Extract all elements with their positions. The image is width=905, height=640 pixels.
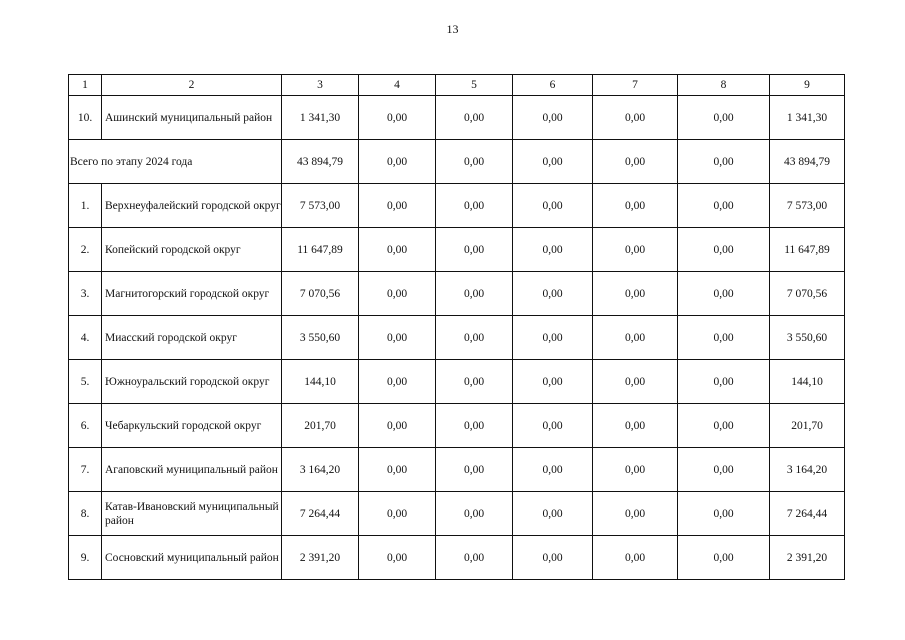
cell-col7: 0,00	[593, 228, 678, 272]
cell-col4: 0,00	[359, 140, 436, 184]
cell-col7: 0,00	[593, 316, 678, 360]
table-row	[69, 316, 845, 360]
header-cell: 7	[593, 75, 678, 96]
cell-col6: 0,00	[513, 536, 593, 580]
cell-col3: 7 264,44	[282, 492, 359, 536]
cell-col4: 0,00	[359, 96, 436, 140]
row-number: 5.	[69, 360, 102, 404]
municipality-name: Ашинский муниципальный район	[102, 96, 282, 140]
cell-col8: 0,00	[678, 316, 770, 360]
header-cell: 3	[282, 75, 359, 96]
cell-col4: 0,00	[359, 536, 436, 580]
cell-col3: 144,10	[282, 360, 359, 404]
cell-col8: 0,00	[678, 140, 770, 184]
cell-col9: 7 070,56	[770, 272, 845, 316]
cell-col9: 7 264,44	[770, 492, 845, 536]
municipality-name: Агаповский муниципальный район	[102, 448, 282, 492]
cell-col9: 201,70	[770, 404, 845, 448]
cell-col5: 0,00	[436, 184, 513, 228]
table-row	[69, 228, 845, 272]
cell-col9: 3 164,20	[770, 448, 845, 492]
row-number: 10.	[69, 96, 102, 140]
table-row	[69, 492, 845, 536]
municipality-name: Магнитогорский городской округ	[102, 272, 282, 316]
municipality-name: Катав-Ивановский муниципальный район	[102, 492, 282, 536]
row-number: 1.	[69, 184, 102, 228]
header-cell: 5	[436, 75, 513, 96]
budget-table	[68, 74, 845, 580]
cell-col3: 1 341,30	[282, 96, 359, 140]
header-cell: 9	[770, 75, 845, 96]
total-row	[69, 140, 845, 184]
cell-col7: 0,00	[593, 96, 678, 140]
cell-col5: 0,00	[436, 228, 513, 272]
municipality-name: Миасский городской округ	[102, 316, 282, 360]
cell-col7: 0,00	[593, 404, 678, 448]
cell-col9: 144,10	[770, 360, 845, 404]
row-number: 9.	[69, 536, 102, 580]
cell-col6: 0,00	[513, 360, 593, 404]
cell-col8: 0,00	[678, 404, 770, 448]
page-number: 13	[446, 22, 459, 36]
cell-col5: 0,00	[436, 272, 513, 316]
header-cell: 6	[513, 75, 593, 96]
header-cell: 8	[678, 75, 770, 96]
cell-col8: 0,00	[678, 272, 770, 316]
cell-col5: 0,00	[436, 404, 513, 448]
municipality-name: Южноуральский городской округ	[102, 360, 282, 404]
cell-col4: 0,00	[359, 404, 436, 448]
cell-col8: 0,00	[678, 96, 770, 140]
table-header-row	[69, 75, 845, 96]
table-row	[69, 96, 845, 140]
cell-col5: 0,00	[436, 140, 513, 184]
table-row	[69, 360, 845, 404]
table-row	[69, 404, 845, 448]
cell-col4: 0,00	[359, 272, 436, 316]
cell-col7: 0,00	[593, 536, 678, 580]
cell-col6: 0,00	[513, 228, 593, 272]
total-label: Всего по этапу 2024 года	[69, 140, 282, 184]
municipality-name: Верхнеуфалейский городской округ	[102, 184, 282, 228]
cell-col5: 0,00	[436, 448, 513, 492]
cell-col7: 0,00	[593, 140, 678, 184]
cell-col6: 0,00	[513, 272, 593, 316]
cell-col7: 0,00	[593, 492, 678, 536]
cell-col5: 0,00	[436, 492, 513, 536]
cell-col6: 0,00	[513, 184, 593, 228]
cell-col4: 0,00	[359, 184, 436, 228]
cell-col7: 0,00	[593, 448, 678, 492]
cell-col5: 0,00	[436, 96, 513, 140]
header-cell: 4	[359, 75, 436, 96]
table-row	[69, 536, 845, 580]
row-number: 7.	[69, 448, 102, 492]
cell-col5: 0,00	[436, 536, 513, 580]
cell-col9: 11 647,89	[770, 228, 845, 272]
cell-col6: 0,00	[513, 404, 593, 448]
row-number: 3.	[69, 272, 102, 316]
cell-col3: 43 894,79	[282, 140, 359, 184]
cell-col8: 0,00	[678, 184, 770, 228]
cell-col6: 0,00	[513, 448, 593, 492]
cell-col8: 0,00	[678, 536, 770, 580]
cell-col3: 7 573,00	[282, 184, 359, 228]
cell-col9: 43 894,79	[770, 140, 845, 184]
cell-col3: 3 550,60	[282, 316, 359, 360]
cell-col3: 11 647,89	[282, 228, 359, 272]
header-cell: 2	[102, 75, 282, 96]
cell-col4: 0,00	[359, 316, 436, 360]
table-row	[69, 272, 845, 316]
cell-col3: 3 164,20	[282, 448, 359, 492]
table-row	[69, 184, 845, 228]
municipality-name: Чебаркульский городской округ	[102, 404, 282, 448]
cell-col7: 0,00	[593, 184, 678, 228]
cell-col5: 0,00	[436, 316, 513, 360]
cell-col6: 0,00	[513, 140, 593, 184]
cell-col7: 0,00	[593, 272, 678, 316]
row-number: 6.	[69, 404, 102, 448]
cell-col3: 201,70	[282, 404, 359, 448]
cell-col4: 0,00	[359, 448, 436, 492]
municipality-name: Копейский городской округ	[102, 228, 282, 272]
row-number: 2.	[69, 228, 102, 272]
municipality-name: Сосновский муниципальный район	[102, 536, 282, 580]
cell-col4: 0,00	[359, 492, 436, 536]
cell-col3: 7 070,56	[282, 272, 359, 316]
cell-col5: 0,00	[436, 360, 513, 404]
cell-col8: 0,00	[678, 360, 770, 404]
cell-col6: 0,00	[513, 316, 593, 360]
cell-col4: 0,00	[359, 228, 436, 272]
cell-col9: 1 341,30	[770, 96, 845, 140]
cell-col9: 3 550,60	[770, 316, 845, 360]
cell-col8: 0,00	[678, 492, 770, 536]
table-row	[69, 448, 845, 492]
cell-col6: 0,00	[513, 96, 593, 140]
cell-col7: 0,00	[593, 360, 678, 404]
row-number: 4.	[69, 316, 102, 360]
cell-col4: 0,00	[359, 360, 436, 404]
cell-col8: 0,00	[678, 228, 770, 272]
cell-col9: 7 573,00	[770, 184, 845, 228]
cell-col3: 2 391,20	[282, 536, 359, 580]
cell-col8: 0,00	[678, 448, 770, 492]
header-cell: 1	[69, 75, 102, 96]
row-number: 8.	[69, 492, 102, 536]
cell-col6: 0,00	[513, 492, 593, 536]
cell-col9: 2 391,20	[770, 536, 845, 580]
